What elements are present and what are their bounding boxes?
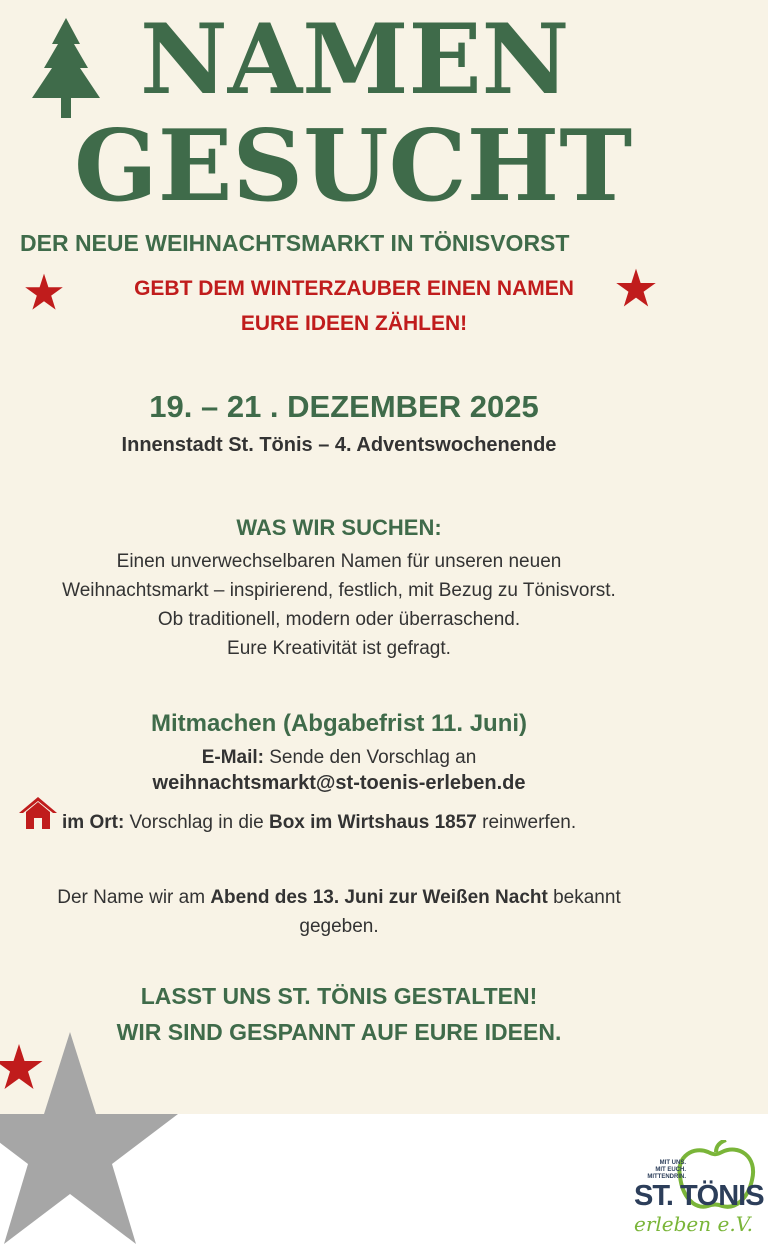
- local-line: [62, 808, 576, 837]
- search-line-3: Ob traditionell, modern oder überraschend.: [157, 609, 521, 630]
- tagline: DER NEUE WEIHNACHTSMARKT IN TÖNISVORST: [20, 230, 570, 256]
- email-label: E-Mail:: [201, 747, 264, 768]
- logo: [630, 1140, 764, 1236]
- logo-tagline-2: MIT EUCH.: [655, 1167, 686, 1173]
- house-icon: [18, 796, 58, 830]
- pine-tree-icon: [28, 18, 104, 120]
- local-bold: Box im Wirtshaus 1857: [268, 812, 477, 833]
- logo-sub: erleben e.V.: [634, 1212, 754, 1236]
- announcement-text-2: bekannt: [547, 887, 621, 908]
- announcement-line-2: gegeben.: [299, 916, 379, 937]
- local-label: im Ort:: [62, 812, 125, 833]
- red-star-icon: [0, 1038, 44, 1096]
- event-location: Innenstadt St. Tönis – 4. Adventswochenende: [121, 434, 557, 456]
- search-line-4: Eure Kreativität ist gefragt.: [227, 638, 451, 659]
- search-line-1: Einen unverwechselbaren Namen für unseren neuen: [116, 551, 562, 572]
- logo-tagline-3: MITTENDRIN.: [647, 1174, 686, 1180]
- email-text: Sende den Vorschlag an: [263, 747, 477, 768]
- closing-line-2: WIR SIND GESPANNT AUF EURE IDEEN.: [116, 1019, 562, 1045]
- title-line-1: NAMEN: [140, 3, 570, 116]
- call-line-1: GEBT DEM WINTERZAUBER EINEN NAMEN: [134, 277, 574, 300]
- title-line-2: GESUCHT: [74, 109, 633, 224]
- logo-tagline-1: MIT UNS.: [659, 1160, 686, 1166]
- logo-name: ST. TÖNIS: [634, 1180, 764, 1212]
- local-text-2: reinwerfen.: [476, 812, 577, 833]
- search-line-2: Weihnachtsmarkt – inspirierend, festlich, mit Bezug zu Tönisvorst.: [62, 580, 616, 601]
- local-text-1: Vorschlag in die: [124, 812, 269, 833]
- call-line-2: EURE IDEEN ZÄHLEN!: [240, 312, 468, 335]
- announcement-bold: Abend des 13. Juni zur Weißen Nacht: [210, 887, 548, 908]
- event-date: 19. – 21 . DEZEMBER 2025: [149, 389, 539, 424]
- email-address[interactable]: weihnachtsmarkt@st-toenis-erleben.de: [152, 772, 526, 794]
- search-heading: WAS WIR SUCHEN:: [236, 515, 442, 540]
- announcement-text-1: Der Name wir am: [57, 887, 211, 908]
- announcement-line-1: [0, 883, 723, 912]
- participate-heading: Mitmachen (Abgabefrist 11. Juni): [150, 710, 528, 737]
- email-line: [0, 743, 723, 772]
- closing-line-1: LASST UNS ST. TÖNIS GESTALTEN!: [140, 983, 538, 1009]
